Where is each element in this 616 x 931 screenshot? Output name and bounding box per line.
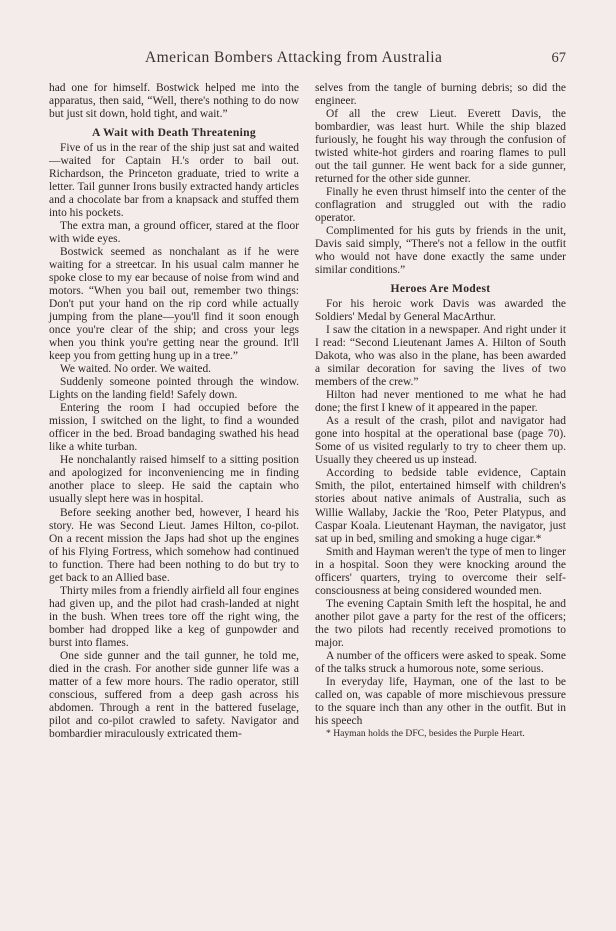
paragraph: had one for himself. Bostwick helped me into the apparatus, then said, “Well, there's nothing to do now but just sit down, hold tight, and wait.” <box>49 82 299 121</box>
left-column <box>49 82 299 741</box>
footnote: * Hayman holds the DFC, besides the Purple Heart. <box>326 727 525 739</box>
paragraph: One side gunner and the tail gunner, he told me, died in the crash. For another side gunner life was a matter of a few more hours. The radio operator, still conscious, suffered from a deep gash across his abdomen. Through a rent in the battered fuselage, pilot and co-pilot crawled to safety. Navigator and bombardier miraculously extricated them- <box>49 649 299 740</box>
paragraph: Smith and Hayman weren't the type of men to linger in a hospital. Soon they were knocking around the officers' quarters, trying to overcome their self-consciousness at being considered wounded men. <box>315 545 566 597</box>
paragraph: He nonchalantly raised himself to a sitting position and apologized for inconveniencing me in finding another place to sleep. He said the captain who usually slept here was in hospital. <box>49 454 299 506</box>
paragraph: Complimented for his guts by friends in the unit, Davis said simply, “There's not a fellow in the outfit who would not have done exactly the same under similar conditions.” <box>315 225 566 277</box>
paragraph: Hilton had never mentioned to me what he had done; the first I knew of it appeared in the paper. <box>315 389 566 415</box>
section-heading: A Wait with Death Threatening <box>92 126 256 140</box>
paragraph: selves from the tangle of burning debris; so did the engineer. <box>315 82 566 108</box>
paragraph: The evening Captain Smith left the hospital, he and another pilot gave a party for the rest of the officers; the two pilots had recently received promotions to major. <box>315 597 566 649</box>
running-head <box>0 49 616 69</box>
right-column <box>315 82 566 739</box>
paragraph: Suddenly someone pointed through the window. Lights on the landing field! Safely down. <box>49 376 299 402</box>
paragraph: A number of the officers were asked to speak. Some of the talks struck a humorous note, some serious. <box>315 649 566 675</box>
paragraph: As a result of the crash, pilot and navigator had gone into hospital at the operational base (page 70). Some of us visited regularly to try to cheer them up. Usually they cheered us up instead. <box>315 415 566 467</box>
paragraph: The extra man, a ground officer, stared at the floor with wide eyes. <box>49 220 299 246</box>
section-heading: Heroes Are Modest <box>390 282 491 296</box>
paragraph: We waited. No order. We waited. <box>60 363 212 376</box>
paragraph: Of all the crew Lieut. Everett Davis, the bombardier, was least hurt. While the ship blazed furiously, he fought his way through the confusion of twisted white-hot girders and roaring flames to pull out the tail gunner. He went back for a side gunner, returned for the other side gunner. <box>315 108 566 186</box>
paragraph: According to bedside table evidence, Captain Smith, the pilot, entertained himself with children's stories about native animals of Australia, such as Willie Wallaby, Jackie the 'Roo, Peter Platypus, and Caspar Koala. Lieutenant Hayman, the navigator, just sat up in bed, smiling and smoking a huge cigar.* <box>315 467 566 545</box>
paragraph: Five of us in the rear of the ship just sat and waited—waited for Captain H.'s order to bail out. Richardson, the Princeton graduate, tried to write a letter. Tail gunner Irons busily extracted handy articles and a chocolate bar from a knapsack and stuffed them into his pockets. <box>49 142 299 220</box>
running-title: American Bombers Attacking from Australia <box>145 49 443 66</box>
paragraph: In everyday life, Hayman, one of the last to be called on, was capable of more mischievous pressure to the square inch than any other in the outfit. But in his speech <box>315 675 566 727</box>
paragraph: Before seeking another bed, however, I heard his story. He was Second Lieut. James Hilton, co-pilot. On a recent mission the Japs had shot up the engines of his Flying Fortress, which somehow had continued to function. There had been nothing to do but try to get back to an Allied base. <box>49 506 299 584</box>
paragraph: Entering the room I had occupied before the mission, I switched on the light, to find a wounded officer in the bed. Broad bandaging swathed his head like a white turban. <box>49 402 299 454</box>
paragraph: For his heroic work Davis was awarded the Soldiers' Medal by General MacArthur. <box>315 298 566 324</box>
paragraph: I saw the citation in a newspaper. And right under it I read: “Second Lieutenant James A. Hilton of South Dakota, who was also in the plane, has been awarded a similar decoration for saving the lives of two members of the crew.” <box>315 324 566 389</box>
page-number: 67 <box>551 50 566 66</box>
paragraph: Thirty miles from a friendly airfield all four engines had given up, and the pilot had crash-landed at night in the bush. When trees tore off the right wing, the bomber had dropped like a keg of gunpowder and burst into flames. <box>49 584 299 649</box>
paragraph: Bostwick seemed as nonchalant as if he were waiting for a streetcar. In his usual calm manner he spoke close to my ear because of noise from wind and motors. “When you bail out, remember two things: Don't put your hand on the rip cord while actually jumping from the plane—you'll find it soon enough once you're clear of the ship; and cross your legs when you think you're getting near the ground. It'll keep you from getting hung up in a tree.” <box>49 246 299 363</box>
paragraph: Finally he even thrust himself into the center of the conflagration and struggled out with the radio operator. <box>315 186 566 225</box>
